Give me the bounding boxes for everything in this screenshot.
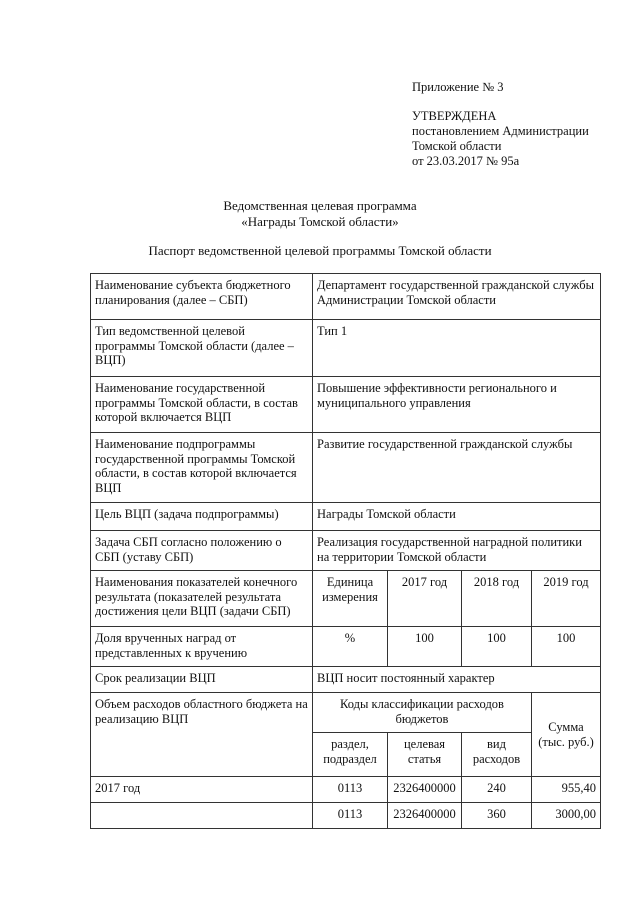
row-value: Тип 1	[313, 320, 601, 377]
table-row	[91, 667, 601, 693]
year-2017-header: 2017 год	[388, 571, 462, 627]
row-value: Повышение эффективности регионального и муниципального управления	[313, 377, 601, 433]
section-value: 0113	[313, 777, 388, 803]
table-row	[91, 693, 601, 733]
row-value: ВЦП носит постоянный характер	[313, 667, 601, 693]
table-row	[91, 531, 601, 571]
passport-title: Паспорт ведомственной целевой программы Томской области	[148, 243, 492, 258]
row-label: Задача СБП согласно положению о СБП (уставу СБП)	[91, 531, 313, 571]
year-label: 2017 год	[91, 777, 313, 803]
table-row	[91, 433, 601, 503]
row-label: Цель ВЦП (задача подпрограммы)	[91, 503, 313, 531]
target-header: целевая статья	[388, 733, 462, 777]
row-label: Наименование подпрограммы государственной программы Томской области, в состав которой включается ВЦП	[91, 433, 313, 503]
table-row	[91, 274, 601, 320]
table-row	[91, 777, 601, 803]
passport-table	[90, 273, 601, 829]
value-2017: 100	[388, 627, 462, 667]
unit-value: %	[313, 627, 388, 667]
program-title-line1: Ведомственная целевая программа	[223, 198, 417, 213]
approved-line1: постановлением Администрации	[412, 124, 589, 138]
appendix-number: Приложение № 3	[412, 80, 504, 94]
row-label: Наименования показателей конечного результата (показателей результата достижения цели ВЦП (задачи СБП)	[91, 571, 313, 627]
target-value: 2326400000	[388, 803, 462, 829]
sum-value: 3000,00	[532, 803, 601, 829]
kind-value: 360	[462, 803, 532, 829]
row-value: Департамент государственной гражданской службы Администрации Томской области	[313, 274, 601, 320]
approved-label: УТВЕРЖДЕНА	[412, 109, 497, 123]
approved-line2: Томской области	[412, 139, 502, 153]
row-label: Срок реализации ВЦП	[91, 667, 313, 693]
row-label: Наименование субъекта бюджетного планирования (далее – СБП)	[91, 274, 313, 320]
row-value: Награды Томской области	[313, 503, 601, 531]
section-value: 0113	[313, 803, 388, 829]
row-label: Тип ведомственной целевой программы Томской области (далее – ВЦП)	[91, 320, 313, 377]
table-row	[91, 503, 601, 531]
kind-value: 240	[462, 777, 532, 803]
empty-label	[91, 803, 313, 829]
codes-header: Коды классификации расходов бюджетов	[313, 693, 532, 733]
year-2018-header: 2018 год	[462, 571, 532, 627]
target-value: 2326400000	[388, 777, 462, 803]
table-row	[91, 803, 601, 829]
approved-line3: от 23.03.2017 № 95а	[412, 154, 520, 168]
row-value: Реализация государственной наградной политики на территории Томской области	[313, 531, 601, 571]
row-label: Наименование государственной программы Томской области, в состав которой включается ВЦП	[91, 377, 313, 433]
appendix-block	[412, 80, 589, 169]
value-2018: 100	[462, 627, 532, 667]
program-title-line2: «Награды Томской области»	[241, 214, 399, 229]
section-header: раздел, подраздел	[313, 733, 388, 777]
kind-header: вид расходов	[462, 733, 532, 777]
sum-header: Сумма (тыс. руб.)	[532, 693, 601, 777]
value-2019: 100	[532, 627, 601, 667]
unit-header: Единица измерения	[313, 571, 388, 627]
row-value: Развитие государственной гражданской службы	[313, 433, 601, 503]
table-row	[91, 320, 601, 377]
row-label: Объем расходов областного бюджета на реализацию ВЦП	[91, 693, 313, 777]
year-2019-header: 2019 год	[532, 571, 601, 627]
row-label: Доля врученных наград от представленных к вручению	[91, 627, 313, 667]
table-row	[91, 571, 601, 627]
table-row	[91, 627, 601, 667]
table-row	[91, 377, 601, 433]
sum-value: 955,40	[532, 777, 601, 803]
